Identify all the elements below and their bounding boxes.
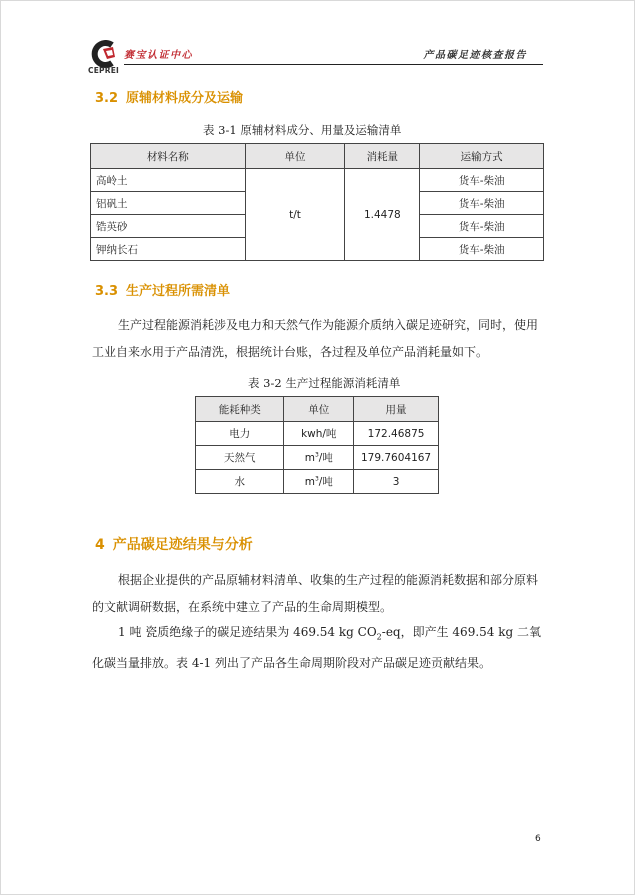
header-cell: 单位	[284, 397, 354, 422]
energy-amount: 179.7604167	[354, 446, 439, 470]
section-4-paragraph-1	[92, 567, 544, 621]
energy-unit: $m^3/$吨	[284, 470, 354, 494]
table-row	[196, 422, 439, 446]
table-3-2-caption: 表 3-2 生产过程能源消耗清单	[248, 376, 401, 390]
header-cell: 材料名称	[91, 144, 246, 169]
header-cell: 用量	[354, 397, 439, 422]
logo-text: CEPREI	[88, 66, 120, 75]
material-name: 钾纳长石	[91, 238, 246, 261]
material-name: 铝矾土	[91, 192, 246, 215]
transport-cell: 货车-柴油	[420, 215, 544, 238]
section-title: 产品碳足迹结果与分析	[112, 537, 253, 553]
header-cell: 能耗种类	[196, 397, 284, 422]
section-3-3-paragraph	[92, 312, 544, 366]
energy-unit: $m^3/$吨	[284, 446, 354, 470]
paragraph-text: 1 吨 瓷质绝缘子的碳足迹结果为 469.54 kg $CO_2-eq$，即产生 469.54 kg 二氧化碳当量排放。表 4-1 列出了产品各生命周期阶段对产品碳足迹贡献结果。	[92, 625, 541, 671]
section-number: 3.3	[95, 284, 119, 299]
paragraph-text: 生产过程能源消耗涉及电力和天然气作为能源介质纳入碳足迹研究，同时，使用工业自来水用于产品清洗，根据统计台账，各过程及单位产品消耗量如下。	[92, 318, 539, 359]
energy-unit: kwh/吨	[284, 422, 354, 446]
table-3-1	[90, 143, 544, 261]
header-cell: 单位	[245, 144, 345, 169]
header-org-name: 赛宝认证中心	[124, 50, 193, 61]
table-row	[196, 446, 439, 470]
energy-type: 水	[196, 470, 284, 494]
header-cell: 消耗量	[345, 144, 420, 169]
energy-type: 电力	[196, 422, 284, 446]
energy-amount: 3	[354, 470, 439, 494]
section-3-3-heading	[95, 280, 230, 299]
table-row	[91, 169, 544, 192]
section-title: 生产过程所需清单	[126, 284, 231, 299]
section-number: 3.2	[95, 91, 119, 106]
unit-cell: t/t	[245, 169, 345, 261]
section-4-heading	[95, 534, 253, 554]
table-3-1-caption: 表 3-1 原辅材料成分、用量及运输清单	[203, 123, 402, 137]
table-3-2	[195, 396, 439, 494]
page-number: 6	[535, 834, 541, 844]
section-title: 原辅材料成分及运输	[126, 91, 244, 106]
header-cell: 运输方式	[420, 144, 544, 169]
consumption-cell: 1.4478	[345, 169, 420, 261]
table-header-row	[91, 144, 544, 169]
section-4-paragraph-2	[92, 619, 544, 677]
energy-amount: 172.46875	[354, 422, 439, 446]
header-report-title: 产品碳足迹核查报告	[423, 50, 527, 61]
transport-cell: 货车-柴油	[420, 169, 544, 192]
transport-cell: 货车-柴油	[420, 238, 544, 261]
material-name: 高岭土	[91, 169, 246, 192]
transport-cell: 货车-柴油	[420, 192, 544, 215]
table-header-row	[196, 397, 439, 422]
paragraph-text: 根据企业提供的产品原辅材料清单、收集的生产过程的能源消耗数据和部分原料的文献调研数据，在系统中建立了产品的生命周期模型。	[92, 573, 539, 614]
material-name: 锆英砂	[91, 215, 246, 238]
energy-type: 天然气	[196, 446, 284, 470]
table-row	[196, 470, 439, 494]
header-rule	[124, 64, 543, 65]
section-number: 4	[95, 537, 105, 553]
section-3-2-heading	[95, 87, 243, 106]
logo-mark-icon	[90, 40, 120, 68]
